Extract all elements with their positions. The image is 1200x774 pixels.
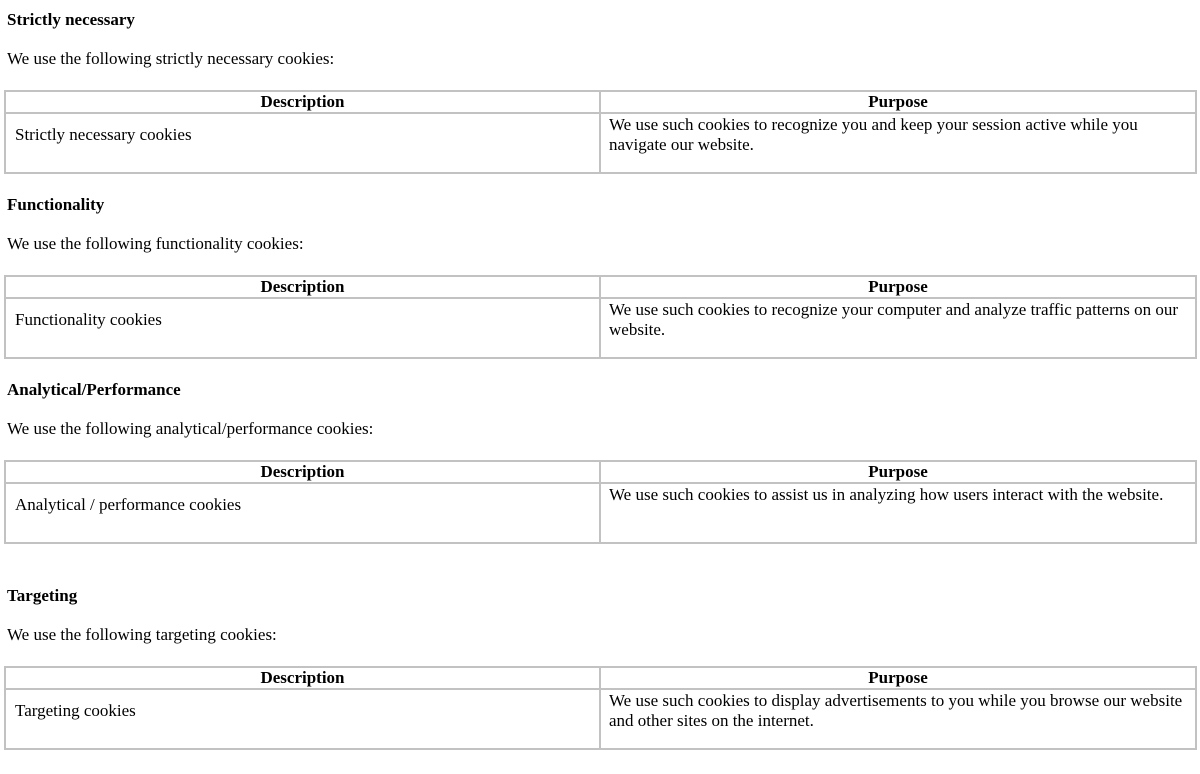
table-header-row [5,91,1196,113]
section-title: Targeting [7,586,78,605]
section-title: Strictly necessary [7,10,135,29]
table-header-row [5,276,1196,298]
table-header-row [5,461,1196,483]
table-row [5,483,1196,543]
purpose-cell: We use such cookies to recognize your computer and analyze traffic patterns on our website. [600,298,1196,358]
description-header: Description [5,276,600,298]
description-header: Description [5,667,600,689]
purpose-header: Purpose [600,91,1196,113]
description-cell: Targeting cookies [5,689,600,749]
table-header-row [5,667,1196,689]
table-row [5,689,1196,749]
section-title: Functionality [7,195,105,214]
description-cell: Strictly necessary cookies [5,113,600,173]
cookie-table [4,275,1197,359]
cookie-table [4,666,1197,750]
description-cell: Analytical / performance cookies [5,483,600,543]
table-row [5,298,1196,358]
description-header: Description [5,461,600,483]
purpose-cell: We use such cookies to display advertisements to you while you browse our website and other sites on the internet. [600,689,1196,749]
purpose-cell: We use such cookies to assist us in analyzing how users interact with the website. [600,483,1196,543]
table-row [5,113,1196,173]
cookie-table [4,90,1197,174]
description-header: Description [5,91,600,113]
section-title: Analytical/Performance [7,380,181,399]
section-intro: We use the following strictly necessary cookies: [7,49,335,68]
purpose-header: Purpose [600,276,1196,298]
section-intro: We use the following targeting cookies: [7,625,277,644]
cookie-table [4,460,1197,544]
section-intro: We use the following analytical/performance cookies: [7,419,374,438]
section-intro: We use the following functionality cookies: [7,234,304,253]
purpose-cell: We use such cookies to recognize you and keep your session active while you navigate our website. [600,113,1196,173]
description-cell: Functionality cookies [5,298,600,358]
purpose-header: Purpose [600,667,1196,689]
purpose-header: Purpose [600,461,1196,483]
